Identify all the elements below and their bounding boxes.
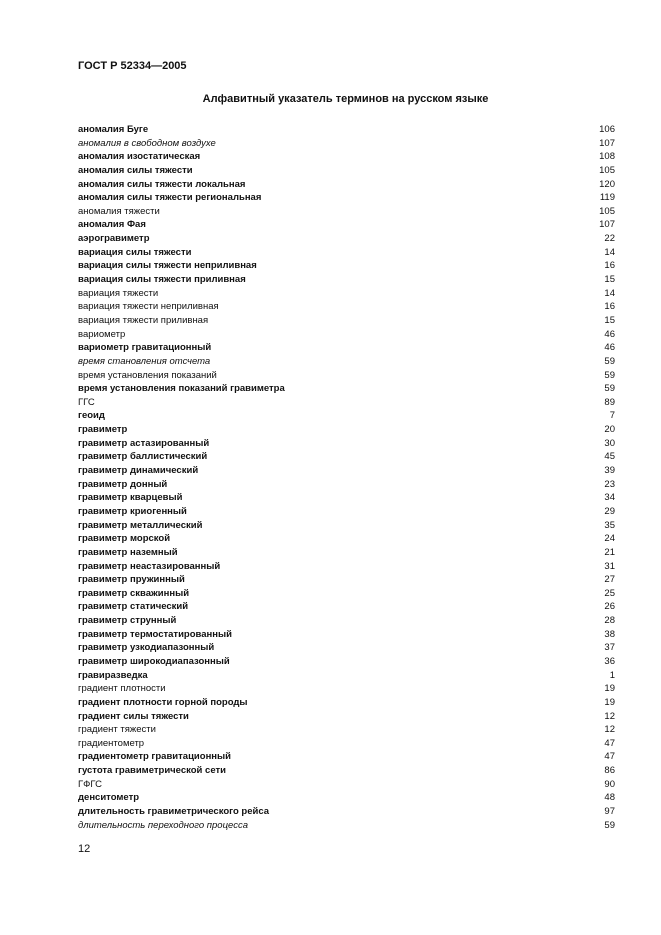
index-entry xyxy=(78,437,615,451)
index-page-ref: 59 xyxy=(604,383,615,395)
index-entry xyxy=(78,710,615,724)
index-term: гравиметр узкодиапазонный xyxy=(78,642,215,654)
index-page-ref: 36 xyxy=(604,655,615,667)
index-entry xyxy=(78,573,615,587)
index-page-ref: 108 xyxy=(599,151,615,163)
index-page-ref: 12 xyxy=(604,724,615,736)
index-page-ref: 37 xyxy=(604,642,615,654)
index-entry xyxy=(78,287,615,301)
index-page-ref: 39 xyxy=(604,465,615,477)
index-term: аномалия тяжести xyxy=(78,205,160,217)
index-term: градиентометр гравитационный xyxy=(78,751,231,763)
index-term: гравиметр неастазированный xyxy=(78,560,221,572)
index-term: аномалия Фая xyxy=(78,219,146,231)
index-term: гравиметр пружинный xyxy=(78,574,185,586)
index-entry xyxy=(78,682,615,696)
index-page-ref: 35 xyxy=(604,519,615,531)
index-entry xyxy=(78,491,615,505)
index-entry xyxy=(78,273,615,287)
index-term: гравиметр астазированный xyxy=(78,437,210,449)
index-term: аномалия силы тяжести локальная xyxy=(78,178,246,190)
index-term: гравиметр криогенный xyxy=(78,505,187,517)
index-page-ref: 23 xyxy=(604,478,615,490)
index-page-ref: 105 xyxy=(599,164,615,176)
index-term: гравиметр донный xyxy=(78,478,168,490)
index-entry xyxy=(78,191,615,205)
index-term: гравиметр термостатированный xyxy=(78,628,232,640)
index-term: вариация тяжести xyxy=(78,287,159,299)
index-page-ref: 16 xyxy=(604,260,615,272)
index-entry xyxy=(78,519,615,533)
index-page-ref: 46 xyxy=(604,342,615,354)
index-entry xyxy=(78,587,615,601)
index-entry xyxy=(78,341,615,355)
index-page-ref: 45 xyxy=(604,451,615,463)
index-page-ref: 59 xyxy=(604,819,615,831)
index-page-ref: 19 xyxy=(604,696,615,708)
index-term: гравиметр баллистический xyxy=(78,451,208,463)
index-page-ref: 24 xyxy=(604,533,615,545)
index-page-ref: 89 xyxy=(604,396,615,408)
index-page-ref: 31 xyxy=(604,560,615,572)
index-entry xyxy=(78,355,615,369)
index-page-ref: 14 xyxy=(604,287,615,299)
index-page-ref: 20 xyxy=(604,424,615,436)
index-entry xyxy=(78,614,615,628)
index-term: градиент тяжести xyxy=(78,724,156,736)
index-page-ref: 59 xyxy=(604,355,615,367)
index-entry xyxy=(78,150,615,164)
index-entry xyxy=(78,369,615,383)
index-entry xyxy=(78,532,615,546)
index-term: ГГС xyxy=(78,396,95,408)
index-page-ref: 86 xyxy=(604,765,615,777)
index-entry xyxy=(78,464,615,478)
index-page-ref: 47 xyxy=(604,737,615,749)
index-term: длительность переходного процесса xyxy=(78,819,248,831)
term-index-list xyxy=(78,123,615,832)
index-entry xyxy=(78,723,615,737)
index-term: аномалия Буге xyxy=(78,124,149,135)
index-term: градиент плотности горной породы xyxy=(78,696,248,708)
index-entry xyxy=(78,137,615,151)
index-page-ref: 27 xyxy=(604,574,615,586)
index-page-ref: 107 xyxy=(599,137,615,149)
index-term: градиентометр xyxy=(78,737,145,749)
index-term: ГФГС xyxy=(78,778,102,790)
index-page-ref: 22 xyxy=(604,233,615,245)
index-page-ref: 1 xyxy=(609,669,615,681)
index-term: аномалия в свободном воздухе xyxy=(78,137,216,149)
index-entry xyxy=(78,450,615,464)
index-page-ref: 14 xyxy=(604,246,615,258)
index-term: вариация силы тяжести неприливная xyxy=(78,260,257,272)
index-page-ref: 105 xyxy=(599,205,615,217)
index-entry xyxy=(78,505,615,519)
index-entry xyxy=(78,478,615,492)
index-page-ref: 7 xyxy=(609,410,615,422)
index-page-ref: 12 xyxy=(604,710,615,722)
index-term: геоид xyxy=(78,410,105,422)
index-page-ref: 107 xyxy=(599,219,615,231)
index-term: денситометр xyxy=(78,792,140,804)
index-entry xyxy=(78,641,615,655)
index-entry xyxy=(78,750,615,764)
index-page-ref: 120 xyxy=(599,178,615,190)
index-term: гравиметр струнный xyxy=(78,615,177,627)
index-term: аэрогравиметр xyxy=(78,233,150,245)
index-term: время установления показаний гравиметра xyxy=(78,383,285,395)
index-entry xyxy=(78,314,615,328)
index-entry xyxy=(78,600,615,614)
index-term: аномалия силы тяжести xyxy=(78,164,193,176)
index-entry xyxy=(78,382,615,396)
index-term: вариация силы тяжести приливная xyxy=(78,274,246,286)
index-term: гравиметр металлический xyxy=(78,519,203,531)
index-entry xyxy=(78,546,615,560)
index-term: густота гравиметрической сети xyxy=(78,765,226,777)
index-page-ref: 90 xyxy=(604,778,615,790)
index-entry xyxy=(78,423,615,437)
index-entry xyxy=(78,791,615,805)
index-term: вариация силы тяжести xyxy=(78,246,192,258)
standard-header: ГОСТ Р 52334—2005 xyxy=(78,60,187,72)
index-entry xyxy=(78,328,615,342)
index-entry xyxy=(78,778,615,792)
index-term: гравиметр скважинный xyxy=(78,587,190,599)
index-term: гравиметр статический xyxy=(78,601,189,613)
index-entry xyxy=(78,764,615,778)
index-term: вариация тяжести приливная xyxy=(78,314,209,326)
index-entry xyxy=(78,232,615,246)
index-term: длительность гравиметрического рейса xyxy=(78,806,270,818)
index-page-ref: 59 xyxy=(604,369,615,381)
index-page-ref: 47 xyxy=(604,751,615,763)
index-term: вариация тяжести неприливная xyxy=(78,301,219,313)
index-entry xyxy=(78,669,615,683)
index-term: градиент плотности xyxy=(78,683,166,695)
index-entry xyxy=(78,655,615,669)
index-term: аномалия силы тяжести региональная xyxy=(78,192,262,204)
index-entry xyxy=(78,246,615,260)
index-term: гравиметр xyxy=(78,424,128,436)
index-entry xyxy=(78,696,615,710)
index-entry xyxy=(78,218,615,232)
index-title: Алфавитный указатель терминов на русском языке xyxy=(202,93,489,105)
index-page-ref: 119 xyxy=(599,192,615,204)
index-page-ref: 30 xyxy=(604,437,615,449)
index-entry xyxy=(78,164,615,178)
index-page-ref: 21 xyxy=(604,546,615,558)
index-entry xyxy=(78,560,615,574)
index-term: аномалия изостатическая xyxy=(78,151,201,163)
index-term: время установления показаний xyxy=(78,369,217,381)
index-page-ref: 48 xyxy=(604,792,615,804)
index-entry xyxy=(78,628,615,642)
index-term: гравиметр динамический xyxy=(78,465,199,477)
index-page-ref: 15 xyxy=(604,274,615,286)
index-term: градиент силы тяжести xyxy=(78,710,189,722)
index-page-ref: 46 xyxy=(604,328,615,340)
index-term: гравиразведка xyxy=(78,669,148,681)
index-page-ref: 106 xyxy=(599,124,615,135)
index-page-ref: 16 xyxy=(604,301,615,313)
index-page-ref: 28 xyxy=(604,615,615,627)
index-term: гравиметр широкодиапазонный xyxy=(78,655,230,667)
index-page-ref: 26 xyxy=(604,601,615,613)
index-entry xyxy=(78,805,615,819)
index-term: вариометр xyxy=(78,328,126,340)
index-entry xyxy=(78,123,615,137)
index-entry xyxy=(78,259,615,273)
index-entry xyxy=(78,819,615,833)
index-term: гравиметр кварцевый xyxy=(78,492,183,504)
index-entry xyxy=(78,409,615,423)
index-term: гравиметр наземный xyxy=(78,546,178,558)
index-page-ref: 97 xyxy=(604,806,615,818)
index-term: вариометр гравитационный xyxy=(78,342,212,354)
index-term: гравиметр морской xyxy=(78,533,171,545)
index-page-ref: 34 xyxy=(604,492,615,504)
index-page-ref: 19 xyxy=(604,683,615,695)
index-entry xyxy=(78,178,615,192)
index-term: время становления отсчета xyxy=(78,355,211,367)
index-entry xyxy=(78,396,615,410)
index-entry xyxy=(78,737,615,751)
index-page-ref: 29 xyxy=(604,505,615,517)
index-entry xyxy=(78,300,615,314)
page-number: 12 xyxy=(78,843,91,855)
index-entry xyxy=(78,205,615,219)
index-page-ref: 25 xyxy=(604,587,615,599)
index-page-ref: 38 xyxy=(604,628,615,640)
index-page-ref: 15 xyxy=(604,314,615,326)
